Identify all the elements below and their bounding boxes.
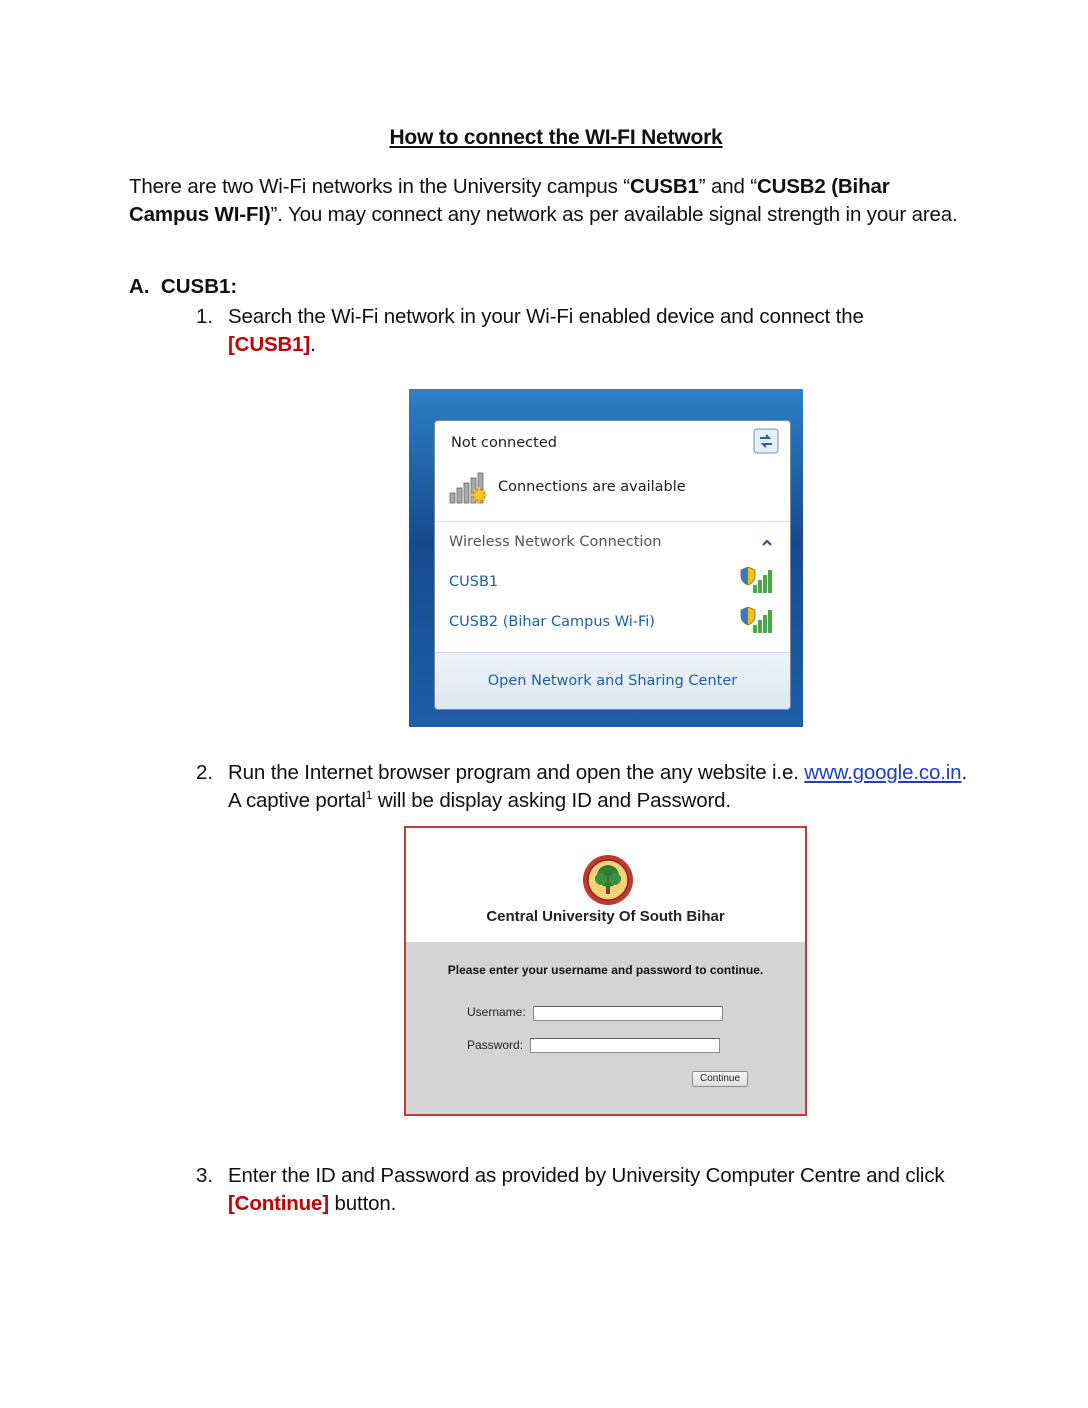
connection-status: Not connected [451, 435, 557, 451]
intro-network-2: CUSB2 (Bihar Campus WI-FI) [129, 175, 890, 226]
secured-signal-icon [740, 565, 776, 595]
section-a-title: CUSB1: [160, 275, 238, 298]
step-2-body: Run the Internet browser program and open the any website i.e. [228, 761, 805, 784]
step-2-number: 2. [196, 761, 214, 784]
step-3-body: Enter the ID and Password as provided by University Computer Centre and click [228, 1164, 945, 1187]
network-item-cusb2[interactable]: CUSB2 (Bihar Campus Wi-Fi) [449, 614, 655, 630]
google-link[interactable]: www.google.co.in [804, 761, 962, 784]
open-network-center-link[interactable]: Open Network and Sharing Center [487, 673, 738, 689]
step-1-end: . [310, 333, 316, 356]
step-2-body-2: . A captive portal [228, 761, 967, 812]
step-2-body-3: will be display asking ID and Password. [372, 789, 731, 812]
intro-text-3: ”. You may connect any network as per available signal strength in your area. [270, 203, 958, 226]
step-1-number: 1. [196, 305, 214, 328]
step-1-highlight: [CUSB1] [228, 333, 311, 356]
section-a-heading [129, 275, 237, 299]
popup-divider [435, 521, 790, 522]
university-logo-icon [582, 854, 634, 906]
section-a-label: A. [129, 275, 150, 298]
step-3-highlight: [Continue] [228, 1192, 329, 1215]
signal-warning-icon [448, 469, 492, 505]
popup-footer [435, 652, 790, 709]
portal-instruction: Please enter your username and password to continue. [447, 963, 764, 977]
network-popup-panel [434, 420, 791, 710]
continue-button[interactable]: Continue [692, 1071, 748, 1087]
step-3-number: 3. [196, 1164, 214, 1187]
network-item-cusb1[interactable]: CUSB1 [449, 574, 499, 590]
network-popup-screenshot [409, 389, 803, 727]
step-1-text [228, 303, 928, 359]
step-1-body: Search the Wi-Fi network in your Wi-Fi enabled device and connect the [228, 305, 864, 328]
intro-network-1: CUSB1 [629, 175, 699, 198]
step-3-text [228, 1162, 968, 1218]
captive-portal-screenshot [404, 826, 807, 1116]
portal-org-name: Central University Of South Bihar [486, 908, 725, 925]
wireless-section-label: Wireless Network Connection [449, 534, 662, 550]
intro-paragraph [129, 173, 969, 229]
connections-available-text: Connections are available [498, 479, 686, 495]
refresh-networks-icon[interactable] [753, 428, 779, 454]
collapse-chevron-icon[interactable] [760, 537, 774, 549]
step-3-end: button. [328, 1192, 397, 1215]
username-label: Username: [467, 1005, 526, 1019]
username-input[interactable] [533, 1006, 723, 1021]
intro-text-2: ” and “ [698, 175, 757, 198]
password-input[interactable] [530, 1038, 720, 1053]
document-title: How to connect the WI-FI Network [389, 126, 723, 149]
step-2-text [228, 759, 968, 815]
secured-signal-icon [740, 605, 776, 635]
password-label: Password: [467, 1038, 524, 1052]
intro-text-1: There are two Wi-Fi networks in the University campus “ [129, 175, 630, 198]
footnote-marker: 1 [365, 788, 373, 803]
